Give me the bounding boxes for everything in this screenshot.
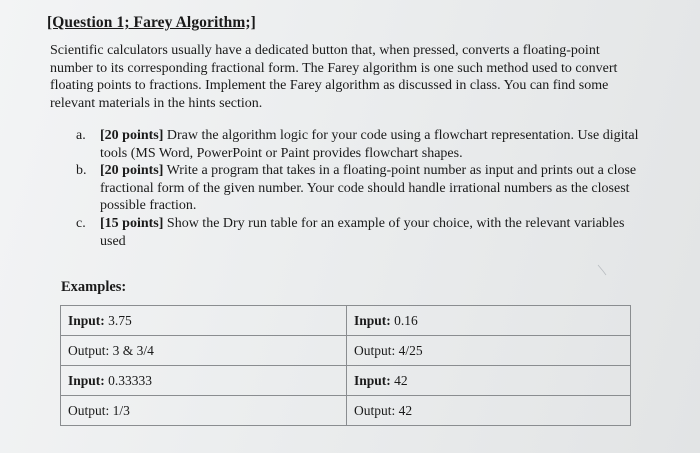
table-cell [347,306,631,336]
part-body [100,162,646,215]
cell-label: Output: [68,402,110,418]
cell-value: 42 [395,402,413,418]
cell-label: Input: [68,372,105,388]
table-cell [61,336,347,366]
table-row [61,306,631,336]
cell-label: Input: [354,372,391,388]
question-title: [Question 1; Farey Algorithm;] [47,14,256,31]
part-b [76,162,646,215]
cell-label: Output: [68,342,110,358]
table-row [61,396,631,426]
table-cell [347,366,631,396]
table-cell [347,336,631,366]
examples-label: Examples: [61,279,127,295]
question-parts [76,127,646,250]
cell-label: Output: [354,342,396,358]
cell-value: 1/3 [109,402,130,418]
cell-value: 42 [390,372,408,388]
table-cell [61,366,347,396]
part-body [100,215,646,250]
part-points: [20 points] [100,128,164,143]
intro-paragraph: Scientific calculators usually have a dedicated button that, when pressed, converts a floating-point number to its corresponding fractional form. The Farey algorithm is one such method used to convert floating points to fractions. Implement the Farey algorithm as discussed in class. You can find some relevant materials in the hints section. [50,43,618,111]
cell-value: 3 & 3/4 [109,342,154,358]
pen-tick-mark [597,264,607,276]
table-cell [347,396,631,426]
part-c [76,215,646,250]
cell-label: Input: [68,312,105,328]
part-text: Write a program that takes in a floating-point number as input and prints out a close fractional form of the given number. Your code should handle irrational numbers as the closest possible fraction. [100,163,637,214]
part-points: [20 points] [100,163,164,179]
part-points: [15 points] [100,215,164,231]
cell-label: Output: [354,402,396,418]
cell-value: 3.75 [104,312,132,328]
part-letter: b. [76,163,87,179]
part-a [76,127,646,162]
table-row [61,336,631,366]
cell-value: 0.33333 [104,372,153,388]
cell-label: Input: [354,312,391,328]
part-body [100,127,646,162]
part-text: Draw the algorithm logic for your code using a flowchart representation. Use digital tools (MS Word, PowerPoint or Paint provides flowchart shapes. [100,128,639,161]
part-letter: c. [76,215,86,231]
part-letter: a. [76,128,86,143]
table-cell [61,306,347,336]
examples-table [60,305,631,426]
table-cell [61,396,347,426]
cell-value: 0.16 [390,312,418,328]
cell-value: 4/25 [395,342,423,358]
part-text: Show the Dry run table for an example of your choice, with the relevant variables used [100,215,625,249]
table-row [61,366,631,396]
